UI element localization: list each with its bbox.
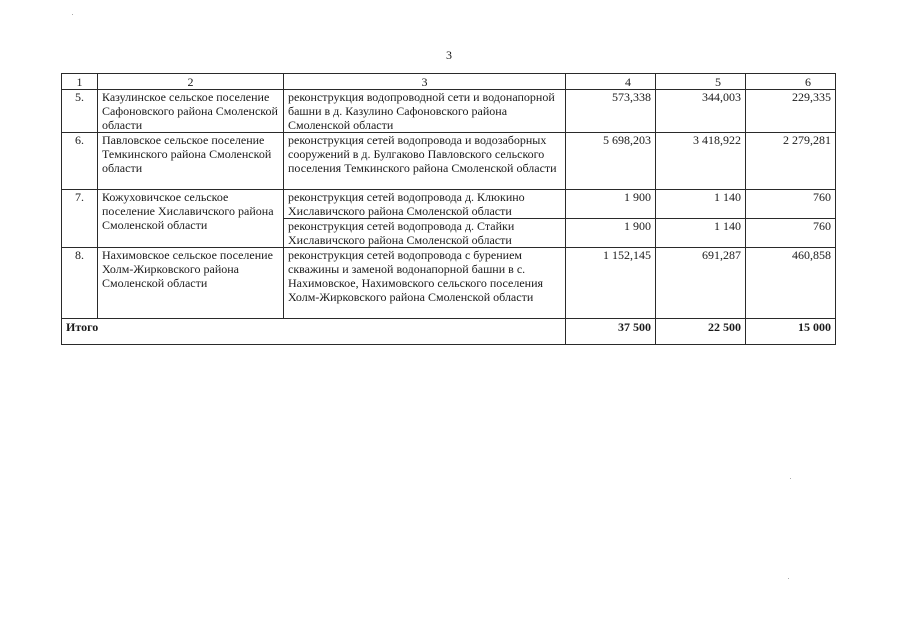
amount-col5: 3 418,922: [656, 133, 746, 190]
header-cell-6: 6: [746, 74, 836, 90]
amount-col4: 573,338: [566, 90, 656, 133]
amount-col6: 2 279,281: [746, 133, 836, 190]
amount-col4: 1 900: [566, 219, 656, 248]
header-cell-1: 1: [62, 74, 98, 90]
settlement-name: Кожуховичское сельское поселение Хиславичского района Смоленской области: [98, 190, 284, 248]
header-cell-5: 5: [656, 74, 746, 90]
row-number: 6.: [62, 133, 98, 190]
header-cell-3: 3: [284, 74, 566, 90]
work-description: реконструкция сетей водопровода д. Стайки Хиславичского района Смоленской области: [284, 219, 566, 248]
work-description: реконструкция сетей водопровода и водозаборных сооружений в д. Булгаково Павловского сельского поселения Темкинского района Смоленской области: [284, 133, 566, 190]
row-number: 5.: [62, 90, 98, 133]
amount-col5: 691,287: [656, 248, 746, 319]
table-row: [62, 133, 836, 190]
total-col6: 15 000: [746, 319, 836, 345]
table-row: [62, 190, 836, 219]
row-number: 7.: [62, 190, 98, 248]
settlement-name: Казулинское сельское поселение Сафоновского района Смоленской области: [98, 90, 284, 133]
settlement-name: Нахимовское сельское поселение Холм-Жирковского района Смоленской области: [98, 248, 284, 319]
work-description: реконструкция сетей водопровода с бурением скважины и заменой водонапорной башни в с. Нахимовское, Нахимовского сельского поселения Холм-Жирковского района Смоленской области: [284, 248, 566, 319]
amount-col6: 460,858: [746, 248, 836, 319]
amount-col5: 1 140: [656, 219, 746, 248]
settlement-name: Павловское сельское поселение Темкинского района Смоленской области: [98, 133, 284, 190]
amount-col4: 5 698,203: [566, 133, 656, 190]
page-number: 3: [446, 48, 452, 62]
amount-col6: 760: [746, 190, 836, 219]
work-description: реконструкция водопроводной сети и водонапорной башни в д. Казулино Сафоновского района Смоленской области: [284, 90, 566, 133]
header-cell-2: 2: [98, 74, 284, 90]
table-row: [62, 90, 836, 133]
row-number: 8.: [62, 248, 98, 319]
header-cell-4: 4: [566, 74, 656, 90]
amount-col5: 344,003: [656, 90, 746, 133]
total-row: [62, 319, 836, 345]
amount-col6: 760: [746, 219, 836, 248]
amount-col4: 1 152,145: [566, 248, 656, 319]
amount-col4: 1 900: [566, 190, 656, 219]
funding-table: [61, 73, 836, 345]
table-header-row: [62, 74, 836, 90]
amount-col6: 229,335: [746, 90, 836, 133]
total-col4: 37 500: [566, 319, 656, 345]
total-label: Итого: [62, 319, 566, 345]
table-row: [62, 248, 836, 319]
work-description: реконструкция сетей водопровода д. Клюкино Хиславичского района Смоленской области: [284, 190, 566, 219]
amount-col5: 1 140: [656, 190, 746, 219]
total-col5: 22 500: [656, 319, 746, 345]
